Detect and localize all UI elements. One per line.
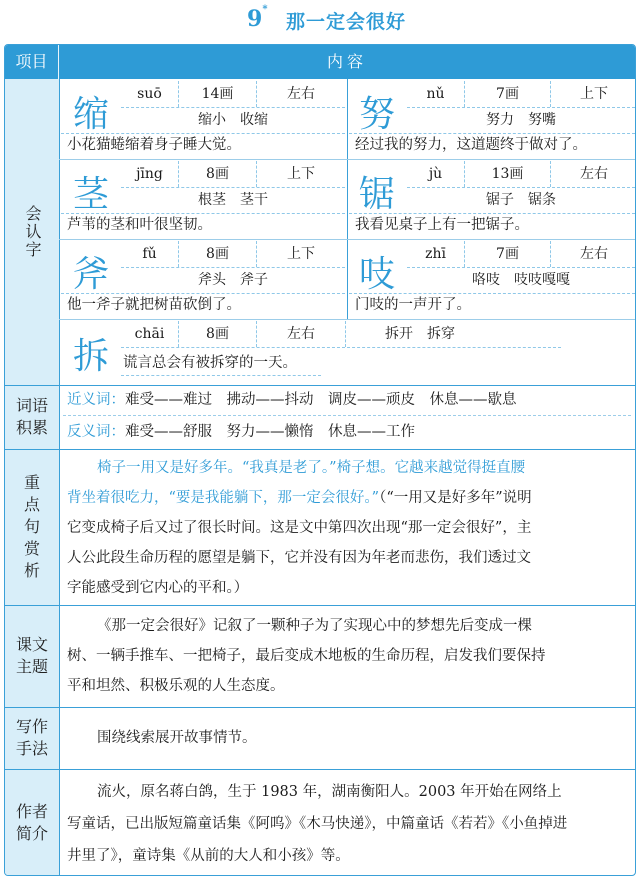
char-strokes: 8画 (179, 241, 257, 267)
lesson-number: 9* (247, 4, 268, 32)
author-line3: 井里了》，童诗集《从前的大人和小孩》等。 (67, 848, 350, 864)
char-sentence: 芦苇的茎和叶很坚韧。 (67, 217, 212, 233)
section-label-author: 作者简介 (15, 802, 48, 843)
char-pinyin: fǔ (121, 241, 179, 267)
char-structure: 上下 (580, 86, 608, 102)
theme-line3: 平和坦然、积极乐观的人生态度。 (67, 678, 285, 694)
sentence-quote-line1: 椅子一用又是好多年。“我真是老了。”椅子想。它越来越觉得挺直腰 (97, 460, 526, 476)
char-pinyin: nǔ (407, 81, 465, 107)
char-words: 努力 努嘴 (486, 112, 556, 128)
char-words: 咯吱 吱吱嘎嘎 (472, 272, 570, 288)
char-words: 斧头 斧子 (198, 272, 268, 288)
char-structure: 左右 (580, 246, 608, 262)
method-text: 围绕线索展开故事情节。 (97, 730, 257, 746)
section-label-sentence: 重点句赏析 (23, 473, 40, 580)
lesson-name: 那一定会很好 (286, 11, 407, 33)
char-big: 吱 (358, 253, 395, 295)
char-pinyin: suō (121, 81, 179, 107)
header-content: 内容 (326, 52, 367, 71)
char-sentence: 谎言总会有被拆穿的一天。 (123, 355, 297, 371)
char-strokes: 7画 (465, 81, 551, 107)
char-pinyin: zhī (407, 241, 465, 267)
char-structure: 左右 (287, 326, 315, 342)
char-structure: 上下 (287, 246, 315, 262)
char-sentence: 小花猫蜷缩着身子睡大觉。 (67, 137, 241, 153)
author-line1: 流火，原名蒋白鸽，生于 1983 年，湖南衡阳人。2003 年开始在网络上 (97, 784, 562, 800)
char-words: 锯子 锯条 (486, 192, 556, 208)
lesson-title (0, 0, 640, 40)
char-strokes: 14画 (179, 81, 257, 107)
char-big: 茎 (72, 173, 109, 215)
char-pinyin: jīng (121, 161, 179, 187)
section-label-words: 词语积累 (15, 396, 48, 437)
sentence-note-line4: 人公此段生命历程的愿望是躺下，它并没有因为年老而悲伤，我们透过文 (67, 550, 531, 566)
antonyms-line: 反义词：难受——舒服 努力——懒惰 休息——工作 (67, 424, 415, 440)
content-table (4, 44, 636, 876)
section-label-chars: 会认字 (23, 205, 42, 259)
char-sentence: 我看见桌子上有一把锯子。 (355, 217, 529, 233)
char-structure: 左右 (287, 86, 315, 102)
char-big: 斧 (72, 253, 109, 295)
char-big: 拆 (72, 335, 109, 377)
char-pinyin: jù (407, 161, 465, 187)
header-item: 项目 (5, 45, 59, 79)
char-words: 拆开 拆穿 (385, 326, 455, 342)
theme-line1: 《那一定会很好》记叙了一颗种子为了实现心中的梦想先后变成一棵 (97, 618, 532, 634)
char-sentence: 他一斧子就把树苗砍倒了。 (67, 297, 241, 313)
char-strokes: 8画 (179, 161, 257, 187)
author-line2: 写童话，已出版短篇童话集《阿呜》《木马快递》，中篇童话《若若》《小鱼掉进 (67, 816, 568, 832)
sentence-note-line5: 字能感受到它内心的平和。） (67, 580, 249, 596)
char-structure: 上下 (287, 166, 315, 182)
char-sentence: 门吱的一声开了。 (355, 297, 471, 313)
char-structure: 左右 (580, 166, 608, 182)
char-words: 缩小 收缩 (198, 112, 268, 128)
char-words: 根茎 茎干 (198, 192, 268, 208)
sentence-quote-line2: 背坐着很吃力，“要是我能躺下，那一定会很好。”（“一用又是好多年”说明 (67, 490, 532, 506)
char-sentence: 经过我的努力，这道题终于做对了。 (355, 137, 587, 153)
section-label-method: 写作手法 (15, 717, 48, 758)
char-big: 缩 (72, 93, 109, 135)
char-strokes: 7画 (465, 241, 551, 267)
char-strokes: 13画 (465, 161, 551, 187)
char-big: 努 (358, 93, 395, 135)
char-pinyin: chāi (121, 321, 179, 347)
section-label-theme: 课文主题 (15, 635, 48, 676)
table-header (5, 45, 635, 79)
char-big: 锯 (358, 173, 395, 215)
char-strokes: 8画 (179, 321, 257, 347)
sentence-note-line3: 它变成椅子后又过了很长时间。这是文中第四次出现“那一定会很好”，主 (67, 520, 532, 536)
theme-line2: 树、一辆手推车、一把椅子，最后变成木地板的生命历程，启发我们要保持 (67, 648, 546, 664)
synonyms-line: 近义词：难受——难过 拂动——抖动 调皮——顽皮 休息——歇息 (67, 392, 517, 408)
